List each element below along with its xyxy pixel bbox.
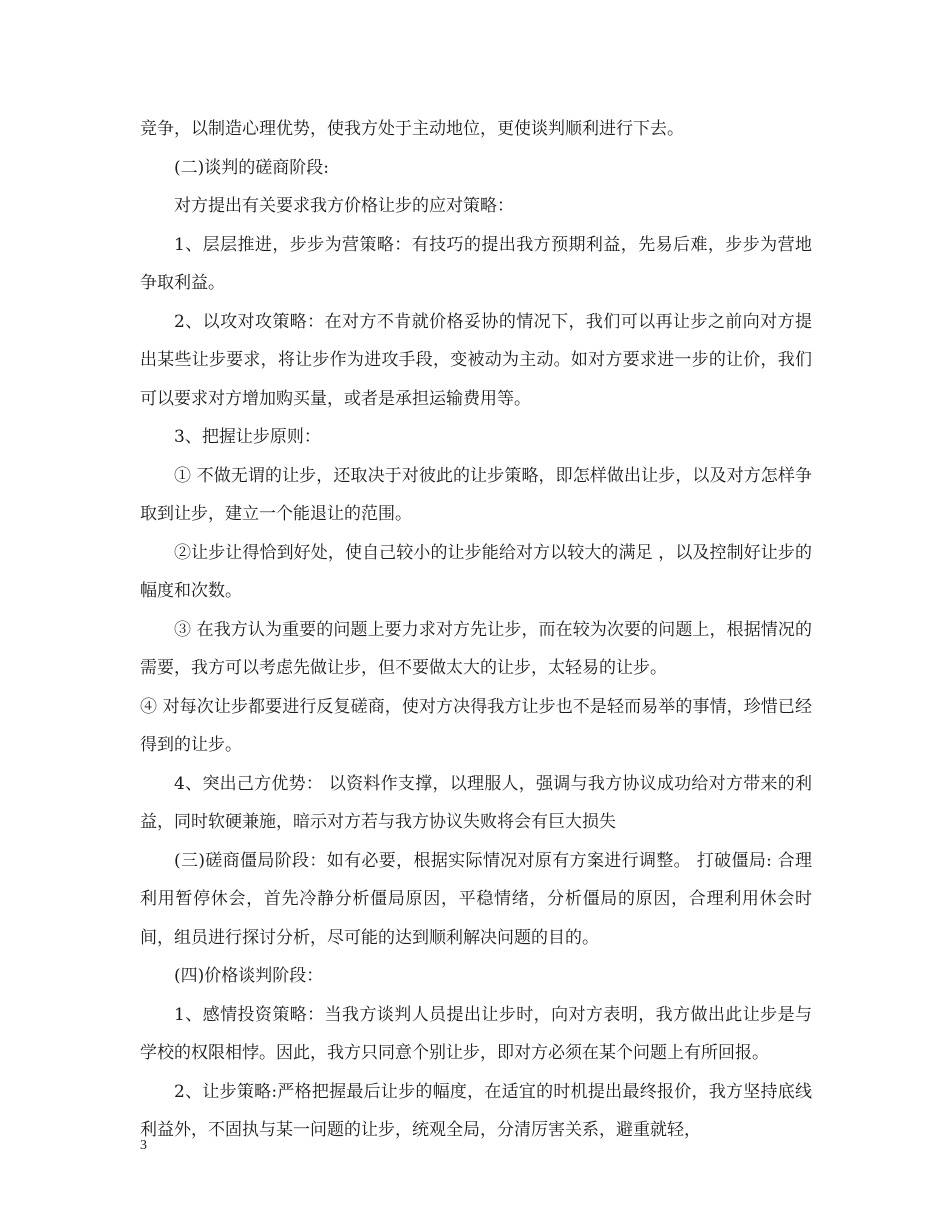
section-heading-price-phase: (四)价格谈判阶段： (174, 966, 324, 986)
page-number: 3 (140, 1138, 147, 1153)
paragraph-strategy-2: 2、以攻对攻策略：在对方不肯就价格妥协的情况下，我们可以再让步之前向对方提出某些让步要求，将让步作为进攻手段，变被动为主动。如对方要求进一步的让价，我们可以要求对方增加购买量，或者是承担运输费用等。 (140, 311, 812, 409)
paragraph-strategy-4: 4、突出己方优势： 以资料作支撑，以理服人，强调与我方协议成功给对方带来的利益，同时软硬兼施，暗示对方若与我方协议失败将会有巨大损失 (140, 773, 812, 832)
paragraph-principle-3: ③ 在我方认为重要的问题上要力求对方先让步，而在较为次要的问题上，根据情况的需要，我方可以考虑先做让步，但不要做太大的让步，太轻易的让步。 (140, 619, 812, 678)
paragraph-strategy-3: 3、把握让步原则： (174, 427, 321, 447)
paragraph-principle-4: ④ 对每次让步都要进行反复磋商，使对方决得我方让步也不是轻而易举的事情，珍惜已经得到的让步。 (140, 696, 812, 755)
document-body (140, 110, 812, 1150)
section-heading-deadlock-phase: (三)磋商僵局阶段：如有必要，根据实际情况对原有方案进行调整。 打破僵局: 合理利用暂停休会，首先冷静分析僵局原因，平稳情绪，分析僵局的原因，合理利用休会时间，组员进行探讨分析，尽可能的达到顺利解决问题的目的。 (140, 850, 812, 948)
section-heading-negotiation-phase: (二)谈判的磋商阶段: (174, 157, 329, 178)
paragraph-principle-2: ②让步让得恰到好处，使自己较小的让步能给对方以较大的满足 ，以及控制好让步的幅度和次数。 (140, 542, 812, 601)
paragraph-continuation: 竞争，以制造心理优势，使我方处于主动地位，更使谈判顺利进行下去。 (140, 119, 684, 139)
paragraph-principle-1: ① 不做无谓的让步，还取决于对彼此的让步策略，即怎样做出让步，以及对方怎样争取到让步，建立一个能退让的范围。 (140, 465, 812, 524)
paragraph-price-strategy-1: 1、感情投资策略：当我方谈判人员提出让步时，向对方表明，我方做出此让步是与学校的权限相悖。因此，我方只同意个别让步，即对方必须在某个问题上有所回报。 (140, 1004, 812, 1063)
paragraph-price-strategy-2: 2、让步策略:严格把握最后让步的幅度，在适宜的时机提出最终报价，我方坚持底线利益外，不固执与某一问题的让步，统观全局，分清厉害关系，避重就轻， (140, 1081, 812, 1140)
paragraph-strategy-1: 1、层层推进，步步为营策略：有技巧的提出我方预期利益，先易后难，步步为营地争取利益。 (140, 234, 812, 293)
paragraph-strategy-intro: 对方提出有关要求我方价格让步的应对策略： (174, 196, 514, 216)
